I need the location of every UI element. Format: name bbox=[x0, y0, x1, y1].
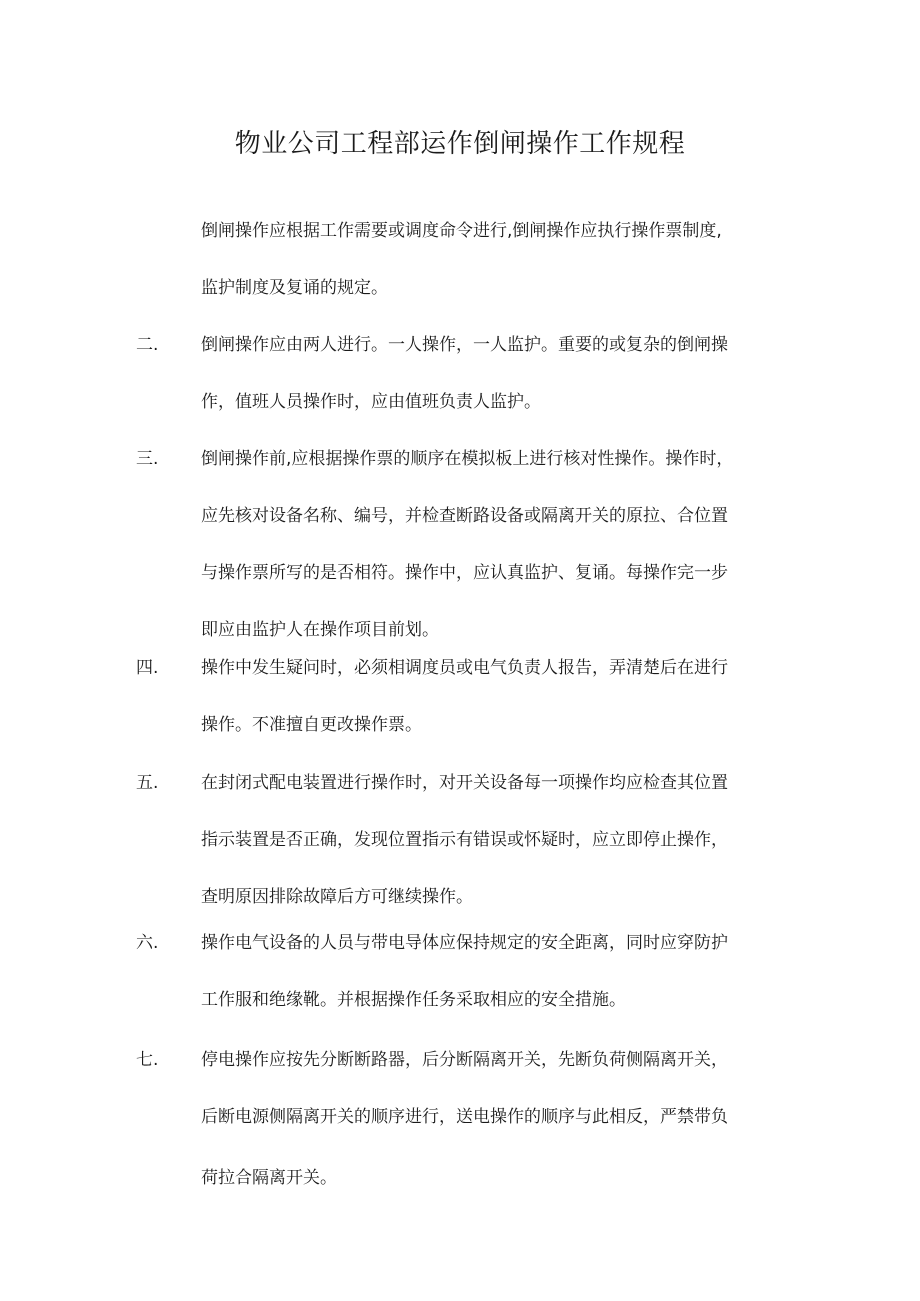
rule-text bbox=[201, 640, 789, 754]
rule-number: 二. bbox=[136, 335, 159, 355]
rule-number: 四. bbox=[136, 658, 159, 678]
rule-text-line: 指示装置是否正确，发现位置指示有错误或怀疑时，应立即停止操作， bbox=[201, 830, 728, 850]
rule-text bbox=[201, 1032, 789, 1207]
rule-text-line: 即应由监护人在操作项目前划。 bbox=[201, 620, 439, 640]
document-title: 物业公司工程部运作倒闸操作工作规程 bbox=[234, 129, 686, 159]
rule-text-line: 与操作票所写的是否相符。操作中，应认真监护、复诵。每操作完一步 bbox=[201, 563, 728, 583]
rule-text-line: 应先核对设备名称、编号，并检查断路设备或隔离开关的原拉、合位置 bbox=[201, 506, 728, 526]
rule-text bbox=[201, 317, 789, 431]
rule-number: 三. bbox=[136, 449, 159, 469]
rule-text-line: 停电操作应按先分断断路器，后分断隔离开关，先断负荷侧隔离开关， bbox=[201, 1050, 728, 1070]
rule-text-line: 荷拉合隔离开关。 bbox=[201, 1168, 337, 1188]
rule-number: 五. bbox=[136, 773, 159, 793]
rule-text-line: 后断电源侧隔离开关的顺序进行，送电操作的顺序与此相反，严禁带负 bbox=[201, 1107, 728, 1127]
rule-text-line: 工作服和绝缘靴。并根据操作任务采取相应的安全措施。 bbox=[201, 990, 626, 1010]
rule-text bbox=[201, 203, 789, 317]
rule-text-line: 倒闸操作前,应根据操作票的顺序在模拟板上进行核对性操作。操作时， bbox=[201, 449, 734, 469]
rule-number: 六. bbox=[136, 933, 159, 953]
rule-text-line: 监护制度及复诵的规定。 bbox=[201, 278, 388, 298]
rule-text-line: 在封闭式配电装置进行操作时，对开关设备每一项操作均应检查其位置 bbox=[201, 773, 728, 793]
rule-text bbox=[201, 431, 789, 659]
rule-text-line: 操作。不准擅自更改操作票。 bbox=[201, 715, 422, 735]
rule-number: 七. bbox=[136, 1050, 159, 1070]
rule-text bbox=[201, 755, 789, 926]
rule-text-line: 倒闸操作应由两人进行。一人操作，一人监护。重要的或复杂的倒闸操 bbox=[201, 335, 728, 355]
rule-text-line: 作，值班人员操作时，应由值班负责人监护。 bbox=[201, 392, 541, 412]
rule-text bbox=[201, 915, 789, 1029]
rule-text-line: 操作电气设备的人员与带电导体应保持规定的安全距离，同时应穿防护 bbox=[201, 933, 728, 953]
rule-text-line: 查明原因排除故障后方可继续操作。 bbox=[201, 887, 473, 907]
rule-text-line: 操作中发生疑问时，必须相调度员或电气负责人报告，弄清楚后在进行 bbox=[201, 658, 728, 678]
rule-text-line: 倒闸操作应根据工作需要或调度命令进行,倒闸操作应执行操作票制度, bbox=[201, 221, 722, 241]
